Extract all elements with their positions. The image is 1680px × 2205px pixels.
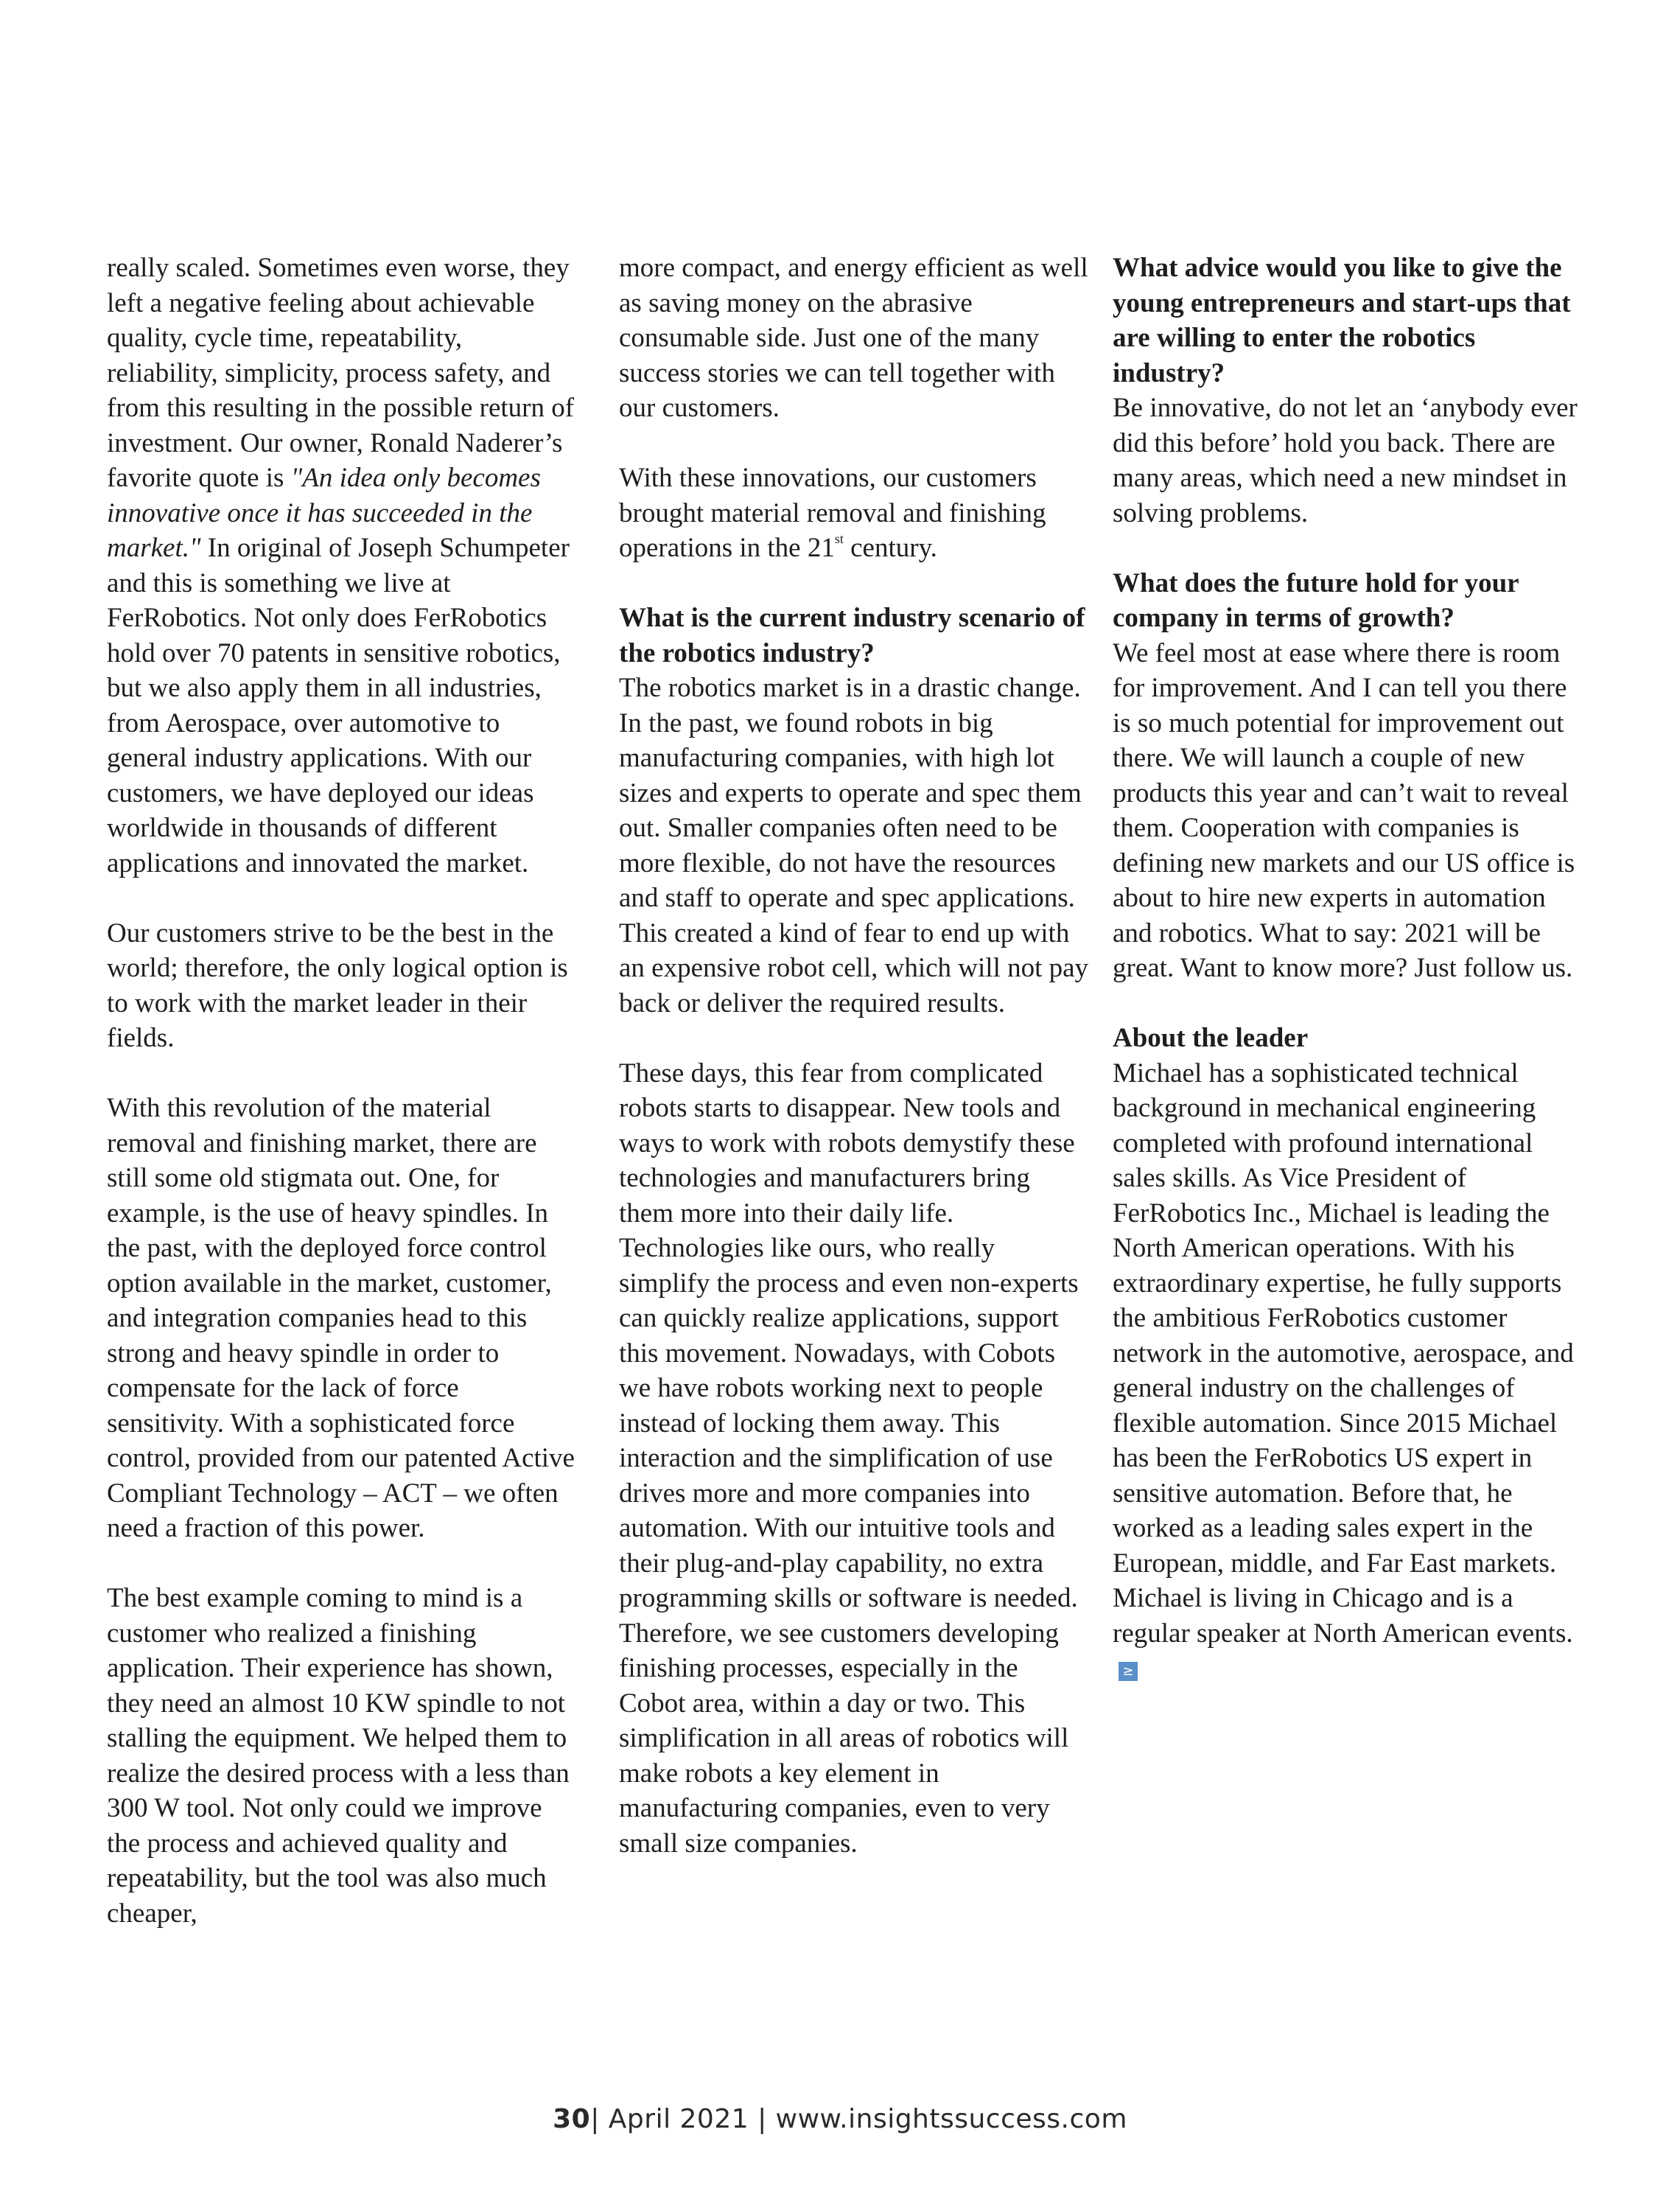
paragraph: The best example coming to mind is a customer who realized a finishing application. Their experience has shown, they need an almost 10 KW spindle to not stalling the equipment. We helped them to realize the desired process with a less than 300 W tool. Not only could we improve the process and achieved quality and repeatability, but the tool was also much cheaper,	[107, 1583, 570, 1929]
paragraph	[619, 461, 1091, 566]
answer-text: Michael has a sophisticated technical background in mechanical engineering completed with profound international sales skills. As Vice President of FerRobotics Inc., Michael is leading the North American operations. With his extraordinary expertise, he fully supports the ambitious FerRobotics customer network in the automotive, aerospace, and general industry on the challenges of flexible automation. Since 2015 Michael has been the FerRobotics US expert in sensitive automation. Before that, he worked as a leading sales expert in the European, middle, and Far East markets. Michael is living in Chicago and is a regular speaker at North American events.	[1113, 1058, 1574, 1649]
page-footer	[0, 2104, 1680, 2134]
footer-text: | April 2021 | www.insightssuccess.com	[590, 2104, 1127, 2134]
paragraph: more compact, and energy efficient as well as saving money on the abrasive consumable side. Just one of the many success stories we can tell together with our customers.	[619, 253, 1088, 423]
paragraph: With this revolution of the material removal and finishing market, there are still some old stigmata out. One, for example, is the use of heavy spindles. In the past, with the deployed force control option available in the market, customer, and integration companies head to this strong and heavy spindle in order to compensate for the lack of force sensitivity. With a sophisticated force control, provided from our patented Active Compliant Technology – ACT – we often need a fraction of this power.	[107, 1093, 575, 1543]
section-heading: About the leader	[1113, 1023, 1309, 1053]
question-heading: What does the future hold for your company in terms of growth?	[1113, 567, 1519, 633]
paragraph: Our customers strive to be the best in the world; therefore, the only logical option is to work with the market leader in their fields.	[107, 918, 568, 1053]
paragraph-text: century.	[843, 533, 937, 563]
article-column-3	[1113, 251, 1584, 1686]
quote-text: "An idea only becomes innovative once it has succeeded in the market."	[107, 463, 541, 563]
article-column-2	[619, 251, 1091, 1861]
qa-block	[1113, 1021, 1584, 1686]
answer-text: Be innovative, do not let an ‘anybody ever did this before’ hold you back. There are many areas, which need a new mindset in solving problems.	[1113, 393, 1578, 528]
paragraph	[107, 251, 578, 881]
paragraph-text: With these innovations, our customers brought material removal and finishing operations in the 21	[619, 463, 1046, 563]
paragraph-text: really scaled. Sometimes even worse, they left a negative feeling about achievable quality, cycle time, repeatability, reliability, simplicity, process safety, and from this resulting in the possible return of investment. Our owner, Ronald Naderer’s favorite quote is	[107, 253, 575, 493]
article-column-1	[107, 251, 578, 1931]
superscript: st	[834, 531, 844, 546]
question-heading: What advice would you like to give the young entrepreneurs and start-ups that are willing to enter the robotics industry?	[1113, 253, 1571, 388]
qa-block	[619, 601, 1091, 1021]
answer-text: We feel most at ease where there is room for improvement. And I can tell you there is so much potential for improvement out there. We will launch a couple of new products this year and can’t wait to reveal them. Cooperation with companies is defining new markets and our US office is about to hire new experts in automation and robotics. What to say: 2021 will be great. Want to know more? Just follow us.	[1113, 637, 1575, 983]
paragraph: These days, this fear from complicated robots starts to disappear. New tools and ways to work with robots demystify these technologies and manufacturers bring them more into their daily life. Technologies like ours, who really simplify the process and even non-experts can quickly realize applications, support this movement. Nowadays, with Cobots we have robots working next to people instead of locking them away. This interaction and the simplification of use drives more and more companies into automation. With our intuitive tools and their plug-and-play capability, no extra programming skills or software is needed. Therefore, we see customers developing finishing processes, especially in the Cobot area, within a day or two. This simplification in all areas of robotics will make robots a key element in manufacturing companies, even to very small size companies.	[619, 1058, 1079, 1859]
question-heading: What is the current industry scenario of the robotics industry?	[619, 603, 1085, 668]
qa-block	[1113, 251, 1584, 531]
answer-text: The robotics market is in a drastic change. In the past, we found robots in big manufacturing companies, with high lot sizes and experts to operate and spec them out. Smaller companies often need to be more flexible, do not have the resources and staff to operate and spec applications. This created a kind of fear to end up with an expensive robot cell, which will not pay back or deliver the required results.	[619, 673, 1089, 1018]
paragraph-text: In original of Joseph Schumpeter and this is something we live at FerRobotics. Not only does FerRobotics hold over 70 patents in sensitive robotics, but we also apply them in all industries, from Aerospace, over automotive to general industry applications. With our customers, we have deployed our ideas worldwide in thousands of different applications and innovated the market.	[107, 533, 570, 878]
qa-block	[1113, 566, 1584, 986]
article-end-icon: ≥	[1119, 1662, 1138, 1681]
page-number: 30	[553, 2104, 591, 2134]
